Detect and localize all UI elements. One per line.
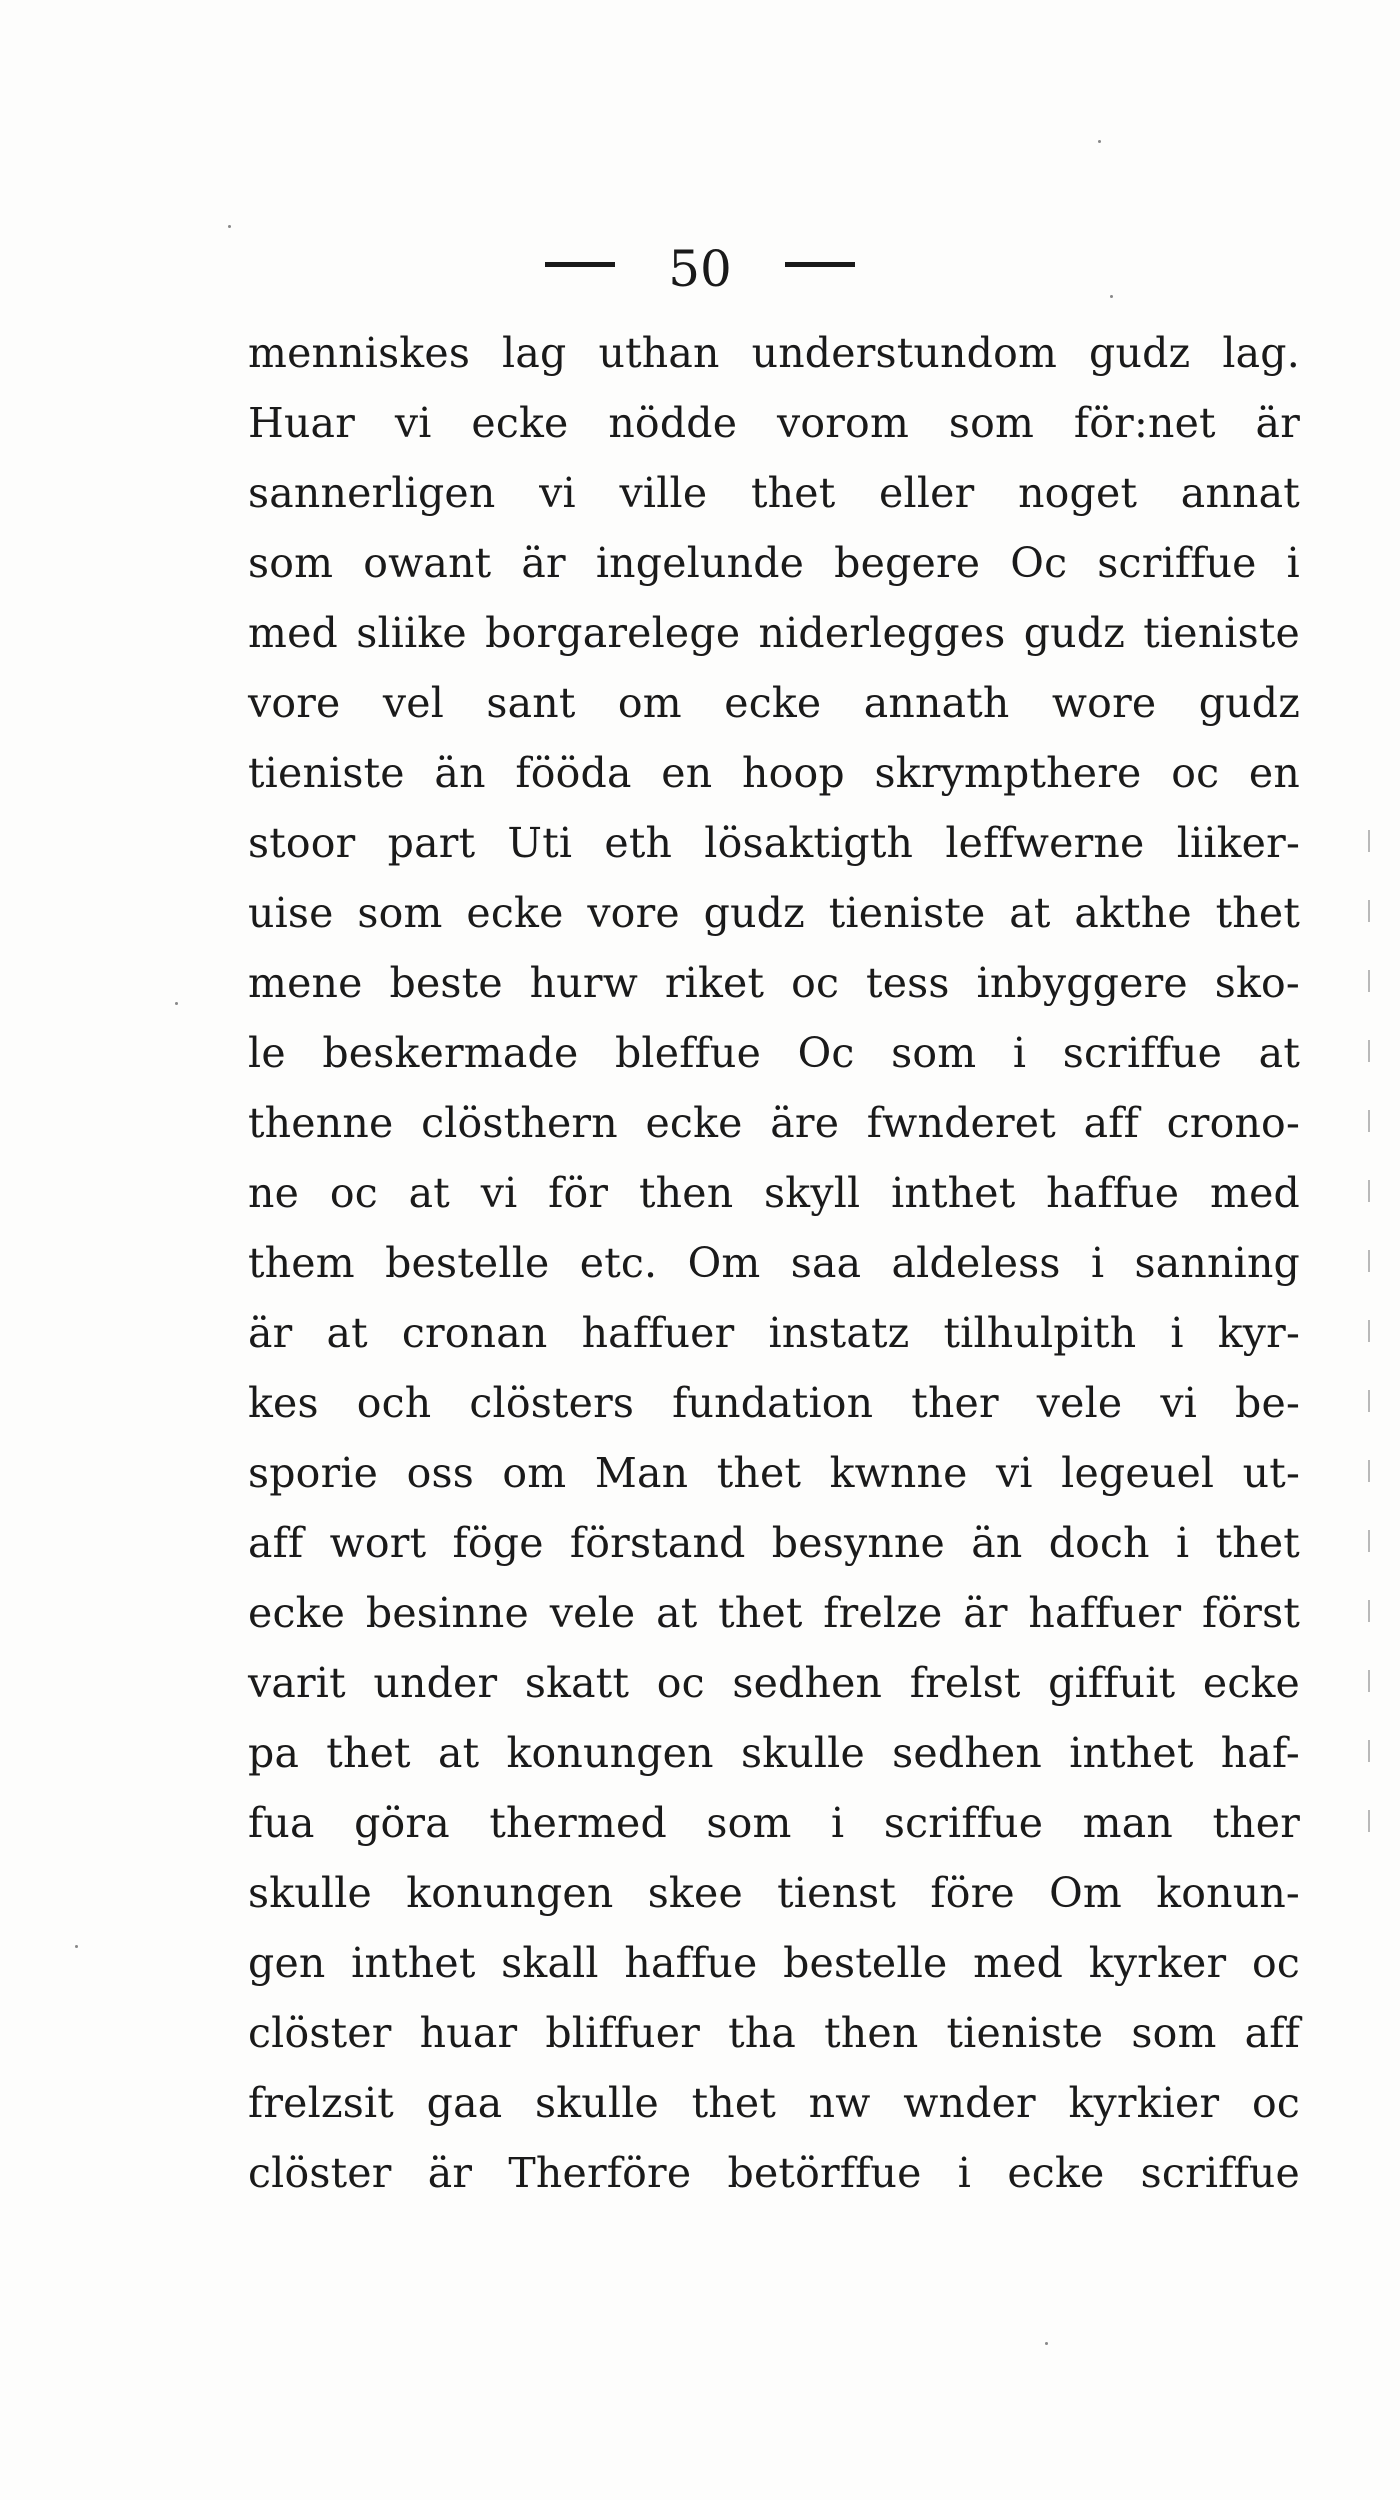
header-dash-right bbox=[785, 262, 855, 267]
scan-artifact-mark bbox=[1368, 970, 1370, 992]
text-line: clöster huar bliffuer tha then tieniste som aff bbox=[248, 2009, 1300, 2057]
text-line: clöster är Therföre betörffue i ecke scriffue bbox=[248, 2149, 1300, 2197]
scan-artifact-mark bbox=[1368, 1670, 1370, 1692]
text-line: är at cronan haffuer instatz tilhulpith i kyr- bbox=[248, 1309, 1300, 1357]
text-line: ecke besinne vele at thet frelze är haffuer först bbox=[248, 1589, 1300, 1637]
page-header bbox=[0, 235, 1400, 299]
text-line: skulle konungen skee tienst före Om konun- bbox=[248, 1869, 1300, 1917]
scan-speck bbox=[75, 1945, 78, 1948]
scan-speck bbox=[1098, 140, 1101, 143]
scan-artifact-mark bbox=[1368, 1250, 1370, 1272]
text-line: thenne clösthern ecke äre fwnderet aff crono- bbox=[248, 1099, 1300, 1147]
text-line: Huar vi ecke nödde vorom som för:net är bbox=[248, 399, 1300, 447]
text-line: uise som ecke vore gudz tieniste at akthe thet bbox=[248, 889, 1300, 937]
text-line: pa thet at konungen skulle sedhen inthet haf- bbox=[248, 1729, 1300, 1777]
scan-artifact-mark bbox=[1368, 1110, 1370, 1132]
scan-speck bbox=[1110, 295, 1113, 298]
body-text bbox=[248, 318, 1300, 2208]
scan-artifact-mark bbox=[1368, 1390, 1370, 1412]
text-line: menniskes lag uthan understundom gudz lag. bbox=[248, 329, 1300, 377]
scan-artifact-mark bbox=[1368, 1040, 1370, 1062]
text-line: fua göra thermed som i scriffue man ther bbox=[248, 1799, 1300, 1847]
scan-artifact-mark bbox=[1368, 900, 1370, 922]
scan-artifact-mark bbox=[1368, 830, 1370, 852]
scan-artifact-mark bbox=[1368, 1740, 1370, 1762]
scan-artifact-mark bbox=[1368, 1600, 1370, 1622]
scan-artifact-mark bbox=[1368, 1530, 1370, 1552]
scan-margin-artifacts bbox=[1368, 830, 1378, 1880]
text-line: med sliike borgarelege niderlegges gudz tieniste bbox=[248, 609, 1300, 657]
text-line: tieniste än fööda en hoop skrympthere oc en bbox=[248, 749, 1300, 797]
text-line: kes och clösters fundation ther vele vi be- bbox=[248, 1379, 1300, 1427]
text-line: gen inthet skall haffue bestelle med kyrker oc bbox=[248, 1939, 1300, 1987]
text-line: vore vel sant om ecke annath wore gudz bbox=[248, 679, 1300, 727]
page-number: 50 bbox=[668, 239, 732, 298]
scan-speck bbox=[228, 225, 231, 228]
text-line: varit under skatt oc sedhen frelst giffuit ecke bbox=[248, 1659, 1300, 1707]
scan-speck bbox=[175, 1002, 178, 1005]
text-line: frelzsit gaa skulle thet nw wnder kyrkier oc bbox=[248, 2079, 1300, 2127]
text-line: aff wort föge förstand besynne än doch i thet bbox=[248, 1519, 1300, 1567]
text-line: sporie oss om Man thet kwnne vi legeuel ut- bbox=[248, 1449, 1300, 1497]
scan-speck bbox=[1045, 2342, 1048, 2345]
text-line: mene beste hurw riket oc tess inbyggere sko- bbox=[248, 959, 1300, 1007]
text-line: le beskermade bleffue Oc som i scriffue at bbox=[248, 1029, 1300, 1077]
text-line: stoor part Uti eth lösaktigth leffwerne liiker- bbox=[248, 819, 1300, 867]
text-line: ne oc at vi för then skyll inthet haffue med bbox=[248, 1169, 1300, 1217]
text-line: them bestelle etc. Om saa aldeless i sanning bbox=[248, 1239, 1300, 1287]
text-line: som owant är ingelunde begere Oc scriffue i bbox=[248, 539, 1300, 587]
scan-artifact-mark bbox=[1368, 1810, 1370, 1832]
scan-artifact-mark bbox=[1368, 1320, 1370, 1342]
text-line: sannerligen vi ville thet eller noget annat bbox=[248, 469, 1300, 517]
header-dash-left bbox=[545, 262, 615, 267]
scan-artifact-mark bbox=[1368, 1180, 1370, 1202]
scan-artifact-mark bbox=[1368, 1460, 1370, 1482]
